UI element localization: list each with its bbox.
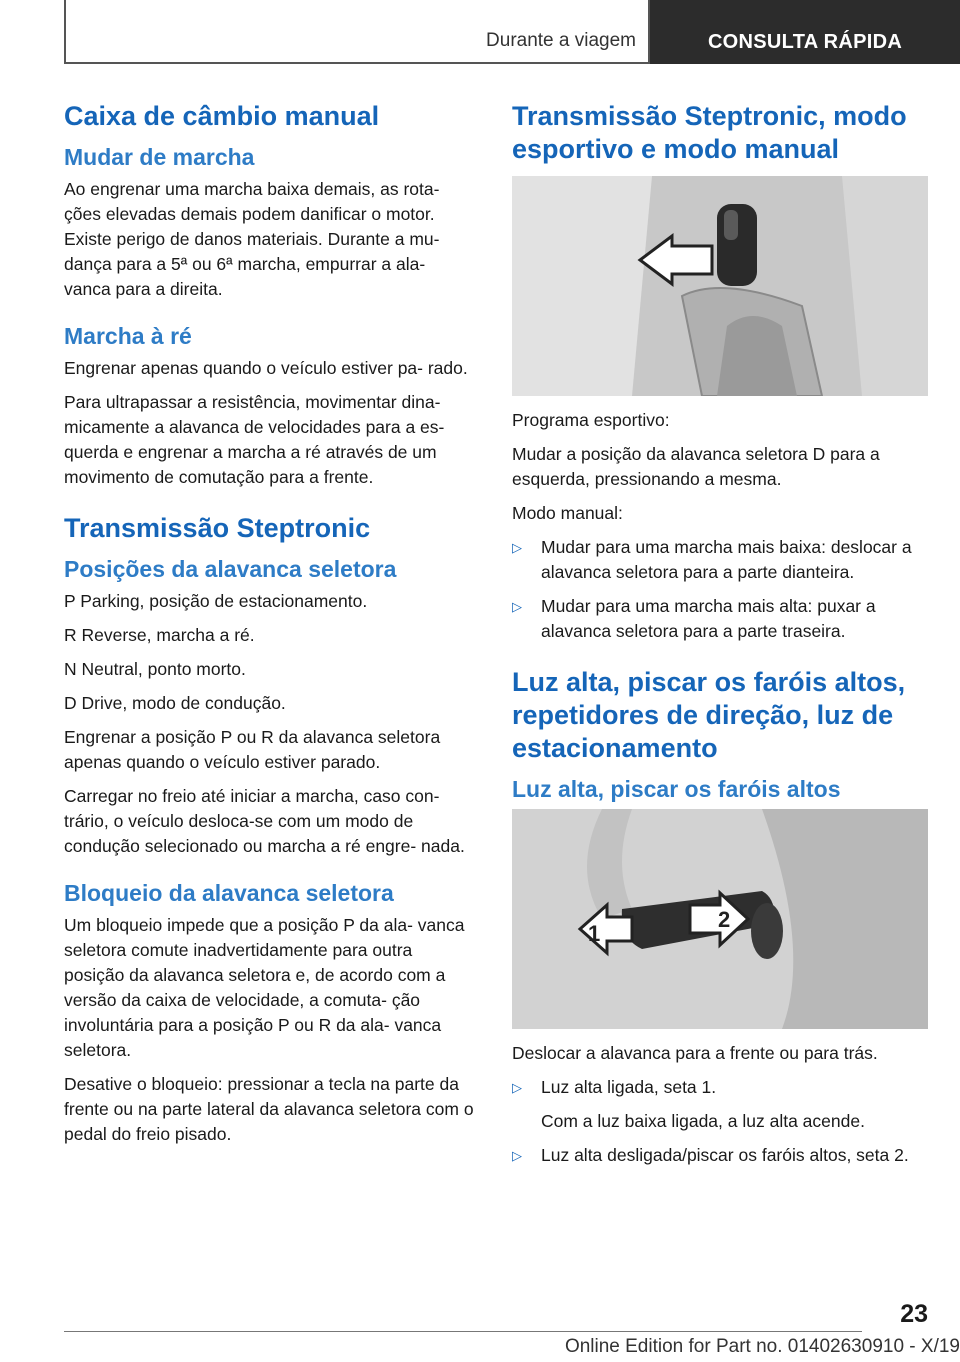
heading-steptronic: Transmissão Steptronic [64, 513, 371, 543]
heading-reverse: Marcha à ré [64, 323, 192, 349]
list-item: ▷ Luz alta desligada/piscar os faróis altos, seta 2. [512, 1143, 928, 1168]
manual-mode-list [512, 535, 928, 644]
position-item: P Parking, posição de estacionamento. [64, 591, 368, 611]
triangle-right-icon: ▷ [512, 1080, 522, 1095]
para-move-lever: Deslocar a alavanca para a frente ou para trás. [512, 1043, 878, 1063]
triangle-right-icon: ▷ [512, 599, 522, 614]
right-column [512, 100, 928, 1177]
list-item: ▷ Luz alta ligada, seta 1. [512, 1075, 928, 1100]
header-left-line [64, 0, 66, 64]
left-column [64, 100, 476, 1156]
para-sport-program: Programa esportivo: [512, 410, 670, 430]
gear-selector-illustration [512, 176, 928, 396]
heading-manual-gearbox: Caixa de câmbio manual [64, 101, 380, 131]
figure-gear-selector [512, 176, 928, 396]
high-beam-list [512, 1075, 928, 1100]
triangle-right-icon: ▷ [512, 1148, 522, 1163]
para-high-beam-sub: Com a luz baixa ligada, a luz alta acende. [541, 1111, 865, 1131]
position-item: D Drive, modo de condução. [64, 693, 286, 713]
position-item: N Neutral, ponto morto. [64, 659, 246, 679]
figure-turn-signal-lever [512, 809, 928, 1029]
heading-shift-gear: Mudar de marcha [64, 144, 255, 170]
page-number: 23 [900, 1300, 928, 1328]
list-item: ▷ Mudar para uma marcha mais baixa: deslocar a alavanca seletora para a parte dianteira. [512, 537, 912, 582]
header-bottom-line [64, 62, 650, 64]
heading-selector-lock: Bloqueio da alavanca seletora [64, 880, 394, 906]
triangle-right-icon: ▷ [512, 540, 522, 555]
para-positions-2: Carregar no freio até iniciar a marcha, caso con‐ trário, o veículo desloca-se com um modo de condução selecionado ou marcha a ré engre‐ nada. [64, 786, 465, 856]
lever-illustration [512, 809, 928, 1029]
footer-edition: Online Edition for Part no. 01402630910 - X/19 [564, 1336, 960, 1357]
para-lock-1: Um bloqueio impede que a posição P da ala‐ vanca seletora comute inadvertidamente para outra posição da alavanca seletora e, de acordo com a versão da caixa de velocidade, a comuta‐ ção involuntária para a posição P ou R da ala‐ vanca seletora. [64, 915, 465, 1060]
header-section-title[interactable]: Durante a viagem [486, 30, 636, 51]
para-reverse-1: Engrenar apenas quando o veículo estiver pa‐ rado. [64, 358, 468, 378]
header-quick-reference-tab[interactable]: CONSULTA RÁPIDA [650, 0, 960, 64]
heading-steptronic-sport: Transmissão Steptronic, modo esportivo e modo manual [512, 101, 907, 164]
arrow-2-label: 2 [718, 907, 731, 932]
para-shift-gear: Ao engrenar uma marcha baixa demais, as rota‐ ções elevadas demais podem danificar o motor. Existe perigo de danos materiais. Durante a mu‐ dança para a 5ª ou 6ª marcha, empurrar a ala‐ vanca para a direita. [64, 179, 440, 299]
footer-line [64, 1331, 862, 1332]
arrow-1-label: 1 [588, 921, 601, 946]
para-manual-mode: Modo manual: [512, 503, 623, 523]
position-item: R Reverse, marcha a ré. [64, 625, 255, 645]
para-positions-1: Engrenar a posição P ou R da alavanca seletora apenas quando o veículo estiver parado. [64, 727, 441, 772]
para-reverse-2: Para ultrapassar a resistência, movimentar dina‐ micamente a alavanca de velocidades para a es‐ querda e engrenar a marcha a ré através de um movimento de comutação para a frente. [64, 392, 445, 487]
para-sport-program-2: Mudar a posição da alavanca seletora D para a esquerda, pressionando a mesma. [512, 444, 880, 489]
list-item: ▷ Mudar para uma marcha mais alta: puxar a alavanca seletora para a parte traseira. [512, 596, 876, 641]
heading-selector-positions: Posições da alavanca seletora [64, 556, 397, 582]
para-lock-2: Desative o bloqueio: pressionar a tecla na parte da frente ou na parte lateral da alavanca seletora com o pedal do freio pisado. [64, 1074, 474, 1144]
high-beam-list-2 [512, 1143, 928, 1168]
heading-high-beam-flash: Luz alta, piscar os faróis altos [512, 776, 841, 802]
heading-high-beam: Luz alta, piscar os faróis altos, repetidores de direção, luz de estacionamento [512, 667, 906, 763]
